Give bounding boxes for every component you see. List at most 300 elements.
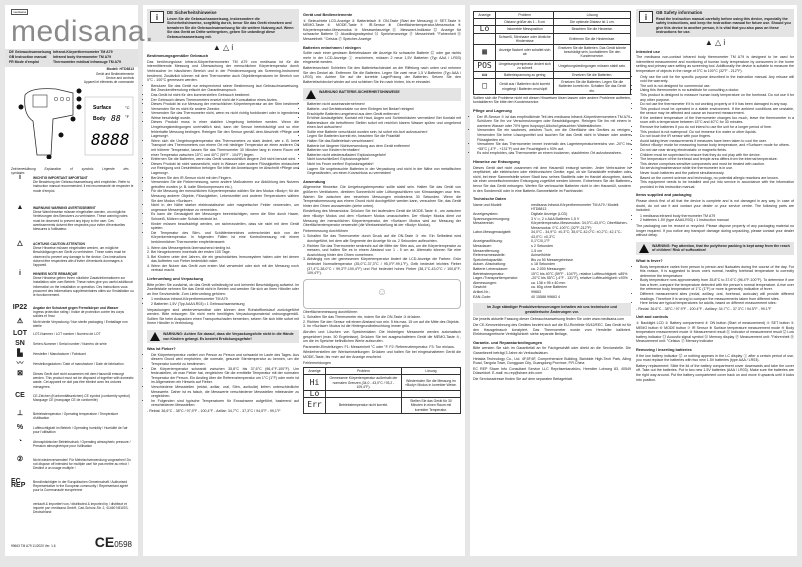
content-block bbox=[303, 102, 461, 176]
column-de-technical bbox=[473, 9, 631, 382]
list-item: • Benutzen Sie das Gerät nur entsprechend seiner Bestimmung laut Gebrauchsanweisung. Bei Zweckentfremdung erlischt der Garantieanspruch. bbox=[151, 84, 299, 93]
symbol-text: verkauft & importiert von / distributed & imported by / distribué et importé par: medisana GmbH, Carl-Schurz-Str. 2, 41460 NEUSS, Deutschland bbox=[33, 502, 129, 515]
list-item: • Batterien nicht auseinandernehmen! bbox=[307, 102, 461, 107]
symbol-description bbox=[33, 480, 135, 493]
symbol-text: Atmosphärischer Betriebsdruck / Operating atmospheric pressure / Pression atmosphérique pour l'utilisation bbox=[33, 440, 131, 449]
display-code: ▭ bbox=[474, 72, 496, 79]
content-block bbox=[303, 350, 461, 359]
paragraph: Das berührungslose Infrarot-Körperthermometer TM A79 von medisana ist für die intermittierende Messung und Überwachung der menschlichen Körpertemperatur durch Verbraucher im häuslichen Bereich und in der Primärversorgung als Screening-Instrument bestimmt. Zusätzlich können mit dem Thermometer auch Objekttemperaturen im Bereich von 0°C - 100°C gemessen werden. bbox=[147, 59, 299, 83]
content-block bbox=[147, 84, 299, 245]
table-row bbox=[304, 375, 461, 391]
section-title: DE Sicherheitshinweise bbox=[167, 10, 217, 15]
paragraph: Sollte nach einer gewissen Betriebsdauer die Anzeige für schwache Batterie ⑫ oder gar nichts mehr in der LCD-Anzeige ① erscheinen, müssen 2 neue 1,5V Batterien (Typ AAA / LR03) eingesetzt werden. bbox=[303, 51, 461, 65]
list-item: • Dieses Produkt ist zur Messung der menschlichen Körpertemperatur an der Stirn bestimmt. Verwenden Sie es nicht für andere Zwecke. bbox=[151, 102, 299, 111]
spec-value: ≤ 2 Sekunden bbox=[531, 244, 554, 249]
list-item: • Für die Messung der menschlichen Körpertemperatur wählen Sie den Modus »Body«; für die Messung anderer Objekte, Flüssigkeiten, Lebensmittel und anderer Temperaturen wählen Sie den Modus »Surface«. bbox=[151, 189, 299, 203]
book-info-icon: i bbox=[150, 11, 164, 23]
paragraph: Bitte wenden Sie sich im Garantiefall an Ihr Fachgeschäft oder direkt an die Servicestelle. Die Garantiezeit beträgt 3 Jahre ab Verkaufsdatum. bbox=[473, 346, 631, 355]
content-block bbox=[473, 377, 631, 382]
column-header: Problem bbox=[326, 368, 402, 375]
content-block bbox=[473, 166, 631, 194]
content-block bbox=[636, 265, 794, 306]
warning-box bbox=[147, 330, 299, 343]
symbol-legend-item bbox=[11, 342, 135, 346]
problem-cell: Anzeige flackert oder schaltet sich ab bbox=[496, 45, 554, 61]
symbol-text: Betriebstemperatur / Operating temperature / Température d'utilisation bbox=[33, 412, 119, 421]
symbol-legend-item bbox=[11, 176, 135, 193]
solution-cell: Umgebungsbedingungen müssen stabil sein. bbox=[554, 60, 631, 71]
solution-cell bbox=[401, 391, 460, 398]
warning-symbols-icon: ▲ △ i bbox=[704, 37, 726, 47]
device-title-fr: Appareil et éléments de commande bbox=[83, 80, 134, 84]
title-band bbox=[5, 49, 138, 67]
symbol-description bbox=[33, 412, 135, 420]
content-block bbox=[303, 345, 461, 350]
bullet-list bbox=[147, 297, 299, 306]
paragraph: Please check first of all that the device is complete and is not damaged in any way. In case of doubt, do not use it and contact your dealer or your service centre. The following parts are included: bbox=[636, 198, 794, 213]
symbol-description bbox=[33, 306, 135, 319]
symbol-legend-item bbox=[11, 440, 135, 448]
spec-value: 99663 bbox=[531, 290, 541, 294]
content-block bbox=[303, 185, 461, 208]
spec-value: 15°C bis 40°C (59°F - 104°F), relative Luftfeuchtigkeit: ≤85% bbox=[531, 271, 628, 276]
list-item: • Der Gebrauch dieses Thermometers ersetzt nicht die Konsultation eines Arztes. bbox=[151, 98, 299, 103]
display-code: Lo bbox=[474, 26, 496, 33]
medisana-logo bbox=[11, 17, 154, 47]
symbol-icon: ⚠ bbox=[16, 318, 24, 325]
paragraph: Die CE-Kennzeichnung des Gerätes bezieht sich auf die EU-Richtlinie 93/42/EEC. Das Gerät ist für den Hausgebrauch konzipiert. Das Thermometer wurde vom Hersteller kalibriert. Elektromagnetische Verträglichkeit: siehe separate Beilage. bbox=[473, 322, 632, 337]
problem-cell: Inkorrekte Messposition bbox=[496, 26, 554, 33]
content-block bbox=[147, 409, 299, 414]
spec-value: ca. 2.000 Messungen bbox=[531, 267, 566, 272]
symbol-icon: ⊠ bbox=[17, 370, 23, 377]
list-item: • If the ambient temperature of the thermometer changes too much, leave the thermometer in a room with a temperature between 15°C and 40°C for 30 minutes. bbox=[640, 116, 794, 125]
content-block bbox=[636, 75, 794, 190]
table-row bbox=[474, 26, 631, 33]
paragraph: Bitte prüfen Sie zunächst, ob das Gerät vollständig ist und keinerlei Beschädigung aufweist. Im Zweifelsfalle nehmen Sie das Gerät nicht in Betrieb und wenden Sie sich an Ihren Händler oder an Ihre Servicestelle. Zum Lieferumfang gehören: bbox=[147, 282, 299, 296]
content-block bbox=[473, 96, 631, 105]
content-block bbox=[636, 199, 794, 213]
list-item: • Dieses Produkt ist nicht wasserdicht, nicht in Wasser oder andere Flüssigkeiten eintauchen zur Reinigung und Desinfektion befolgen Sie bitte die Anweisungen im Abschnitt »Pflege und Lagerung«. bbox=[151, 162, 299, 176]
table-row bbox=[474, 60, 631, 71]
symbol-icon: 〰 bbox=[16, 360, 24, 367]
list-item: • Batterie bei längerer Nichtverwendung aus dem Gerät entfernen! bbox=[307, 144, 461, 149]
solution-cell: Ersetzen Sie die Batterien. Legen Sie die Batterien korrekt ein. Schalten Sie das Gerät ein. bbox=[554, 79, 631, 95]
list-item: • Do not use the thermometer if it is not working properly or if it has been damaged in any way. bbox=[640, 102, 794, 107]
display-code: Lo bbox=[304, 391, 326, 398]
list-item: • Verwenden Sie das Thermometer nicht, wenn es nicht richtig funktioniert oder in irgendeiner Weise beschädigt wurde. bbox=[151, 111, 299, 120]
header-text bbox=[167, 11, 296, 40]
symbol-icon: ⊥ bbox=[16, 410, 24, 417]
symbol-text: Diese Warnhinweise müssen eingehalten werden, um mögliche Verletzungen des Benutzers zu verhindern. These warning notes must be observed to prevent any injury to the user. Ces avertissements doivent être respectés pour éviter d'éventuelles blessures à l'utilisateur. bbox=[33, 210, 128, 232]
paragraph: EC REP Share Info Consultant Service LLC Repräsentanzbüro, Heerdter Lohweg 83, 40549 Düsseldorf. E-mail: eu-rep@share-info.com bbox=[473, 366, 631, 376]
ce-symbol: CE bbox=[94, 534, 115, 550]
display-code: POS bbox=[474, 60, 496, 71]
spec-label: Gewicht: bbox=[473, 285, 487, 290]
problem-cell: Gemessene Körpertemperatur außerhalb der normalen Grenzen (34,0 - 43,0°C / 93,2 - 109,4°F). bbox=[326, 375, 402, 391]
model-number: Modell: HTD8813 bbox=[106, 67, 134, 71]
title-row-fr bbox=[9, 60, 134, 65]
symbol-legend-item bbox=[11, 394, 135, 402]
bullet-list bbox=[473, 115, 631, 156]
table-row bbox=[304, 398, 461, 414]
lcd-big-digits: 8888 bbox=[91, 130, 130, 149]
list-item: • Nicht ins Feuer werfen! Explosionsgefahr! bbox=[307, 162, 461, 167]
bullet-list bbox=[636, 265, 794, 306]
spec-value: Körpertemperatur-Messmodus: 34,0°C-43,0°C; Oberflächen-Messmodus: 0°C-100°C (32°F-212°F) bbox=[531, 221, 628, 230]
content-block bbox=[303, 279, 461, 309]
content-block bbox=[636, 37, 794, 47]
list-item: • 1 medisana Infrarot-Körperthermometer TM A79 bbox=[151, 297, 299, 302]
safety-header-box bbox=[636, 9, 794, 37]
list-item: • Batterien nicht wiederaufladen! Explosionsgefahr! bbox=[307, 153, 461, 158]
display-code: Err bbox=[304, 398, 326, 414]
solution-cell: Beachten Sie die Hinweise. bbox=[554, 26, 631, 33]
solution-cell: Entfernen Sie die Hindernisse. bbox=[554, 33, 631, 44]
content-block bbox=[636, 193, 794, 198]
section-heading: Removing / inserting batteries bbox=[636, 347, 692, 352]
bullet-list bbox=[636, 75, 794, 190]
symbol-legend-item bbox=[11, 272, 135, 297]
error-table bbox=[303, 367, 461, 414]
symbol-legend-item bbox=[11, 412, 135, 420]
bullet-list bbox=[636, 214, 794, 223]
problem-cell: Betriebstemperatur nicht korrekt. bbox=[326, 398, 402, 414]
header-text bbox=[656, 11, 791, 35]
section-heading: Hinweise zur Entsorgung bbox=[473, 158, 520, 164]
content-block bbox=[473, 11, 631, 95]
spec-label: Messbereich: bbox=[473, 221, 495, 226]
paragraph: Fiebermessung durchführen bbox=[303, 228, 348, 233]
section-heading: Bestimmungsgemäßer Gebrauch bbox=[147, 53, 209, 59]
lang-label: GB Instruction manual bbox=[9, 55, 47, 59]
table-row bbox=[474, 72, 631, 79]
section-title: GB Safety information bbox=[656, 10, 703, 15]
list-item: • Berühren Sie den IR-Sensor nicht mit den Fingern. bbox=[151, 176, 299, 181]
section-heading: Unit and controls bbox=[636, 314, 668, 320]
content-block bbox=[303, 46, 461, 51]
list-item: • Do not touch the IR sensor with your fingers. bbox=[640, 134, 794, 139]
symbol-legend-item bbox=[11, 332, 135, 336]
paragraph: Die Serviceadresse finden Sie auf dem separaten Beilageblatt. bbox=[473, 376, 573, 381]
symbol-legend-item bbox=[11, 458, 135, 471]
ce-notified-body: 0598 bbox=[114, 540, 132, 549]
list-item: • Das Gerät ist nicht für den kommerziellen Gebrauch bestimmt. bbox=[151, 93, 299, 98]
list-item: 2. Bei Neugeborenen innerhalb der ersten 100 Tage. bbox=[151, 250, 299, 255]
warning-triangle-icon bbox=[639, 244, 649, 253]
solution-cell: Ersetzen Sie die Batterien. Das Gerät könnte beschädigt sein, kontaktieren Sie den Kundenservice. bbox=[554, 45, 631, 61]
symbol-text: CE-Zeichen (Konformitätszeichen) CE symbol (conformity symbol) Marquage CE (marquage CE de conformité) bbox=[33, 394, 130, 403]
paragraph: Allgemeine Hinweise: Die Umgebungstemperatur sollte stabil sein. Halten Sie das Gerät von größeren Ventilatoren, direktem Sonnenlicht oder Lüftungsschlitzen von Klimaanlagen usw. fern. Warten Sie zwischen den einzelnen Messungen mindestens 30 Sekunden. Wenn die Temperaturmessung aus einem Grund nicht durchgeführt werden kann, versuchen Sie, das Gerät hinter den Ohren anzuwenden (siehe unten). bbox=[303, 185, 461, 208]
spec-label: Anzeigeauflösung: bbox=[473, 239, 503, 244]
symbol-icon: CE bbox=[15, 392, 25, 399]
warning-triangle-icon bbox=[150, 332, 160, 341]
symbol-text: Hersteller / Manufacturer / Fabricant bbox=[33, 352, 86, 356]
list-item: 2. Richten Sie den Sensor mit einem Abstand von min. 5 bis max. 15 cm auf die Mitte des Objekts. bbox=[307, 320, 461, 325]
problem-cell bbox=[326, 391, 402, 398]
spec-label: Abmessungen: bbox=[473, 280, 497, 285]
list-item: • This product must be operated in a stable environment. If the ambient conditions are unstable, the sensor may be affected and cause an incorrect measurement. bbox=[640, 107, 794, 116]
section-heading: Was ist Fieber? bbox=[147, 346, 176, 352]
list-item: • Different measurement sites (rectal, axillary, oral, forehead, auricular) will provide different readings. Therefore it is wrong to compare the measurements taken from different sites. bbox=[640, 292, 794, 301]
column-header: Lösung bbox=[401, 368, 460, 375]
symbol-description bbox=[33, 362, 135, 366]
spec-value: Bis zu 50 Messergebnisse bbox=[531, 257, 573, 262]
paragraph: Wiederherstellen der Werkseinstellungen: Drücken und halten Sie bei eingeschaltetem Gerät die MODE-Taste, bis »rst« auf der Anzeige erscheint. bbox=[303, 350, 461, 360]
problem-cell: Gerät aus / Batterien nicht korrekt eingelegt / Batterien erschöpft bbox=[496, 79, 554, 95]
content-block bbox=[636, 354, 794, 363]
symbol-description bbox=[33, 206, 135, 231]
symbol-description bbox=[33, 440, 135, 448]
content-block bbox=[147, 308, 299, 326]
paragraph: Verpackungen sind wiederverwendbar oder können dem Rohstoffkreislauf zurückgeführt werden. Bitte entsorgen Sie nicht mehr benötigtes Verpackungsmaterial ordnungsgemäß. Sollten Sie beim Auspacken einen Transportschaden bemerken, setzen Sie sich bitte sofort mit Ihrem Händler in Verbindung. bbox=[147, 307, 299, 326]
list-item: • The unit is not designed for commercial use. bbox=[640, 84, 794, 89]
section-heading: Gerät und Bedienelemente bbox=[303, 12, 353, 17]
content-block bbox=[147, 277, 299, 282]
list-item: • Only use the unit for the specific purpose described in the instruction manual. Any misuse will void the warranty. bbox=[640, 75, 794, 84]
section-heading: Lieferumfang und Verpackung bbox=[147, 276, 203, 282]
warning-text: WARNING: Pay attention, that the polythene packing is kept away from the reach of children! Risk of suffocation! bbox=[652, 243, 790, 253]
list-item: 3. Bei Kindern unter drei Jahren, die ein geschwächtes Immunsystem haben oder bei denen das Auftreten von Fieber bedenklich wäre. bbox=[151, 255, 299, 264]
spec-value: Achselhöhle bbox=[531, 253, 551, 258]
content-block bbox=[473, 303, 631, 316]
content-block bbox=[303, 315, 461, 329]
content-block bbox=[473, 197, 631, 202]
symbol-legend-item bbox=[11, 352, 135, 356]
symbol-legend-item bbox=[11, 242, 135, 267]
list-item: • Die Körpertemperatur variiert von Person zu Person und schwankt im Laufe des Tages. Aus diesem Grund wird empfohlen, die normale, gesunde Stirntemperatur zu kennen, um die Temperatur korrekt zu bestimmen. bbox=[151, 353, 299, 367]
list-item: • Children must be supervised to ensure that they do not play with the device. bbox=[640, 153, 794, 158]
spec-label: EAN-Code: bbox=[473, 294, 492, 299]
header-intro: Read the instruction manual carefully before using this device, especially the safety instructions, and keep the instruction manual for future use. Should you give this device to another person, it is vital that you also pass on these instructions for use. bbox=[656, 16, 791, 35]
list-item: • Wenn sich die Umgebungstemperatur des Thermometers zu stark ändert, wie z. B. beim Transport des Thermometers von einem Ort mit niedriger Temperatur an einen anderen Ort mit höherer Temperatur, lassen Sie das Thermometer 30 Minuten lang in einem Raum mit einer Temperatur zwischen 15°C und 40°C (59°F - 104°F) liegen. bbox=[151, 139, 299, 157]
paragraph: Abrufen und Löschen von Speicherdaten: Die bisherigen Messwerte werden automatisch gespeichert (max. 50 Ergebnisse). Drücken Sie bei ausgeschaltetem Gerät die MEMO-Taste ⑤, um die im Speicher befindlichen Werte aufzurufen. bbox=[303, 330, 461, 344]
content-block bbox=[636, 214, 794, 223]
section-heading: What is fever? bbox=[636, 257, 663, 263]
list-item: • Batterien von Kindern fernhalten! bbox=[307, 148, 461, 153]
lcd-small-digits: 88 bbox=[111, 114, 121, 123]
content-block bbox=[303, 13, 461, 18]
symbol-text: Diese Hinweise müssen eingehalten werden, um mögliche Beschädigungen am Gerät zu verhindern. These notes must be observed to prevent any damage to the device. Ces instructions doivent être respectées afin d'éviter d'éventuels dommages à l'appareil. bbox=[33, 246, 127, 268]
list-item: • Do not use near strong electrostatic or magnetic fields. bbox=[640, 148, 794, 153]
brand-tag: medisana bbox=[13, 10, 27, 14]
column-de-safety bbox=[147, 9, 299, 414]
symbol-text: Serien-Nummer / Serial number / Numéro de série bbox=[33, 342, 107, 346]
paragraph: - Rectal: 36.6°C - 38°C / 97.9°F - 100.4°F - Axillary: 34.7°C - 37.3°C / 94.5°F - 99.1°F bbox=[636, 306, 772, 311]
list-item: • Never touch batteries and the patient simultaneously. bbox=[640, 171, 794, 176]
list-item: • Here below are typical temperatures for adults, based on different measurement sites: bbox=[640, 301, 794, 306]
paragraph: The medisana non-contact infrared body thermometer TM A79 is designed to be used for intermittent measurement and monitoring of human body temperature by consumers in the home setting and primary care setting as screening tool. Additionally the device is suitable to measure the temperature of objects in the range of 0°C to 100°C (32°F - 212°F). bbox=[636, 55, 794, 73]
problem-cell: Umgebungstemperatur ändert sich zu schnell bbox=[496, 60, 554, 71]
symbol-legend-item bbox=[11, 362, 135, 366]
thermometer-illustration bbox=[11, 85, 135, 159]
spec-label: Messdauer: bbox=[473, 244, 492, 249]
content-block bbox=[636, 9, 794, 37]
symbol-description bbox=[33, 176, 135, 193]
list-item: • 2 batteries 1.5V (type AAA/LR03) • 1 Instruction manual bbox=[640, 218, 794, 223]
content-block bbox=[303, 310, 461, 315]
content-block bbox=[147, 60, 299, 83]
paragraph: Battery replacement: Slide the lid of the battery compartment cover downwards and take the cover off. Take out the batteries. Put in two new 1.5V batteries (AAA / LR03). Make sure the batteries are the right way around. Put the battery compartment cover back on and move it upwards until it locks into position. bbox=[636, 363, 794, 382]
content-block bbox=[147, 9, 299, 42]
numbered-list bbox=[147, 246, 299, 274]
list-item: • Body temperature varies from person to person and fluctuates during the course of the day. For this reason, it is suggested to know one's normal, healthy forehead temperature to correctly determine the temperature. bbox=[640, 265, 794, 279]
list-item: • Avoid taking fever measurements if measures have been taken to cool the user. bbox=[640, 139, 794, 144]
symbol-text: Herstellungsdatum / Date of manufacture / Date de fabrication bbox=[33, 362, 124, 366]
warning-text: WARNUNG: Achten Sie darauf, dass die Verpackungsfolie nicht in die Hände von Kindern gelangt. Es besteht Erstickungsgefahr! bbox=[163, 332, 294, 341]
list-item: • Die Körpertemperatur schwankt zwischen 35,8°C bis 37,6°C (96,4°F-100°F). Um festzustellen, ob man Fieber hat, vergleichen Sie die ermittelte Temperatur mit der normalen Temperatur der Person. Ein Anstieg über die Referenztemperatur um 1°C (1°F) oder mehr ist im Allgemeinen ein Hinweis auf Fieber. bbox=[151, 367, 299, 385]
list-item: • Halten Sie das Batteriefach verschlossen! bbox=[307, 139, 461, 144]
list-item: • Based on the current science and technology, no potential allergic reactions are known. bbox=[640, 176, 794, 181]
column-header: Problem bbox=[496, 12, 554, 19]
symbol-icon: ② bbox=[16, 456, 24, 463]
spec-value: ca. 138 x 95 x 40 mm bbox=[531, 280, 566, 285]
spec-label: Autom. Abschaltung: bbox=[473, 262, 506, 267]
content-block bbox=[473, 357, 631, 366]
section-heading: Garantie- und Reparaturbedingungen bbox=[473, 339, 543, 345]
spec-table bbox=[473, 203, 631, 299]
symbol-description bbox=[33, 342, 135, 346]
list-item: • Es wird empfohlen, das Thermometer an einem trockenen, staubfreien Ort aufzubewahren. bbox=[477, 151, 631, 156]
spec-label: Anzeigesystem: bbox=[473, 211, 499, 216]
list-item: • Lagern Sie ungebrauchte Batterien in der Verpackung und nicht in der Nähe von metallischen Gegenständen, um einen Kurzschluss zu vermeiden! bbox=[307, 167, 461, 176]
content-block bbox=[636, 242, 794, 255]
column-header: Anzeige bbox=[304, 368, 326, 375]
safety-header-box bbox=[147, 9, 299, 42]
symbol-icon: ▙ bbox=[17, 350, 23, 357]
numbered-list bbox=[303, 234, 461, 275]
list-item: 3. Im »Surface« Modus ist die Hintergrundbeleuchtung immer grün. bbox=[307, 324, 461, 329]
content-block bbox=[147, 353, 299, 408]
spec-value: 34,0°C - 34,9°C: ±0,3°C; 35,0°C-42,0°C: ±0,2°C; 42,1°C-43,0°C: ±0,3°C bbox=[531, 230, 622, 239]
content-block bbox=[473, 160, 631, 165]
symbol-description bbox=[33, 502, 135, 515]
symbol-description bbox=[33, 394, 135, 402]
column-header: Lösung bbox=[554, 12, 631, 19]
symbol-description bbox=[33, 272, 135, 297]
ce-mark bbox=[95, 534, 132, 550]
spec-label: Lager-/Transporttemperatur: bbox=[473, 276, 519, 281]
list-item: • Entfernen Sie die Batterien, wenn das Gerät voraussichtlich längere Zeit nicht benutzt wird. bbox=[151, 157, 299, 162]
content-block bbox=[473, 317, 631, 322]
symbol-title: ACHTUNG CAUTION ATTENTION bbox=[33, 242, 85, 246]
content-block bbox=[303, 51, 461, 65]
table-row bbox=[474, 79, 631, 95]
symbol-icon: △ bbox=[17, 240, 23, 247]
paragraph: ① Beleuchtete LCD-Anzeige ② Batteriefach ③ ON-Taste (Start der Messung) ④ SET-Taste ⑤ MEMO-Taste ⑥ MODE-Taste ⑦ IR-Sensor ⑧ Oberflächentemperatur-Messmodus ⑨ Körpertemperatur-Messmodus ⑩ Messwertanzeige ⑪ Messwert-Indikator ⑫ Anzeige für schwache Batterie ⑬ Akustiksignalsymbol ⑭ Speicheranzeige ⑮ Messeinheit: °Fahrenheit ⑯ Messeinheit: °Celsius ⑰ Speicher-Anzeige bbox=[303, 18, 461, 41]
problem-cell: Schweiß, Stirnhaare oder ähnliche Hindernisse bbox=[496, 33, 554, 44]
paragraph: If the low battery indicator ⑫ or nothing appears in the LC display ① after a certain period of use, you must replace the batteries with two new 1.5V batteries (type AAA / LR03). bbox=[636, 353, 794, 363]
symbol-legend-item bbox=[11, 320, 135, 328]
paragraph: Dieses Gerät darf nicht zusammen mit dem Hausmüll entsorgt werden. Jeder Verbraucher ist verpflichtet, alle elektrischen oder elektronischen Geräte, egal, ob sie Schadstoffe enthalten oder nicht, bei einer Sammelstelle seiner Stadt bzw. seines Stadtteils oder im Handel abzugeben, damit sie einer umweltschonenden Entsorgung zugeführt werden können. Entnehmen Sie die Batterien, bevor Sie das Gerät entsorgen. Werfen Sie verbrauchte Batterien nicht in den Hausmüll, sondern in den Sondermüll oder in eine Batterie-Sammelstelle im Fachhandel. bbox=[473, 165, 631, 193]
list-item: • Legen Sie Batterien korrekt ein, beachten Sie die Polarität! bbox=[307, 134, 461, 139]
spec-value: ≤ 18 Sekunden bbox=[531, 262, 556, 267]
list-item: • Verwenden Sie die Fiebermessung, wenn andere Maßnahmen zur Abkühlung des Nutzers getroffen wurden (z. B. kalte Stirnkompressen etc.). bbox=[151, 180, 299, 189]
list-item: • Dieses Produkt muss in einer stabilen Umgebung betrieben werden. Wenn die Umgebungsbedingungen unerhaltlich sind, kann der Sensor beeinträchtigt und so eine fehlerhafte Messung bedingen. Reinigen Sie den Sensor gemäß dem Abschnitt »Pflege und Lagerung«. bbox=[151, 120, 299, 138]
spec-value: ca. 80g ohne Batterien bbox=[531, 285, 568, 290]
content-block bbox=[147, 297, 299, 306]
list-item: • Verschiedene Messstellen (rektal, axillar, oral, Stirn, aurikulär) liefern unterschiedliche Messwerte. Daher ist es falsch, die Messwerte verschiedener Messstellen miteinander zu vergleichen. bbox=[151, 385, 299, 399]
paragraph: Sollten sich die Probleme nicht mit diesen Hinweisen lösen lassen oder andere Probleme auftreten, kontaktieren Sie bitte den Kundenservice. bbox=[473, 95, 632, 105]
column-de-operation bbox=[303, 9, 461, 414]
content-block bbox=[303, 229, 461, 234]
list-item: • Nicht kurzschließen! Explosionsgefahr! bbox=[307, 157, 461, 162]
content-block bbox=[473, 367, 631, 376]
symbol-text: Bevollmächtigter in der Europäischen Gemeinschaft / Authorised Representative in the European community / Représentant agréé pour la Communauté européenne bbox=[33, 480, 129, 493]
paragraph: Parameter-Einstellungen: F1: Messeinheit °C oder °F. F2: Referenztemperatur. F3: Ton ein/aus. bbox=[303, 344, 455, 349]
paragraph: Fehlermeldungen bbox=[303, 360, 331, 365]
list-item: • This device comprises sensitive components and must be treated with caution. bbox=[640, 162, 794, 167]
content-block bbox=[473, 341, 631, 346]
cover-page bbox=[5, 5, 154, 556]
list-item: • No servicing/maintenance while the thermometer is in use. bbox=[640, 166, 794, 171]
list-item: 1. Schalten Sie das Thermometer durch Druck auf die ON-Taste ③ ein. Ein Selbsttest wird durchgeführt, bei dem alle Segmente der Anzeige für ca. 2 Sekunden aufleuchten. bbox=[307, 234, 461, 243]
spec-value: Digitale Anzeige (LCD) bbox=[531, 211, 568, 216]
list-item: • Batterie- und Gerätekontakte vor dem Einlegen bei Bedarf reinigen! bbox=[307, 107, 461, 112]
table-row bbox=[474, 19, 631, 26]
content-block bbox=[473, 346, 631, 355]
list-item: 1. Wenn das Messergebnis überraschend niedrig ist. bbox=[151, 246, 299, 251]
symbol-title: WARNUNG WARNING AVERTISSEMENT bbox=[33, 206, 96, 210]
symbol-icon bbox=[11, 502, 29, 515]
data-and-gb-page bbox=[470, 5, 797, 556]
paragraph: - Rektal: 36,6°C - 38°C / 97,9°F - 100,4°F - Axillar: 34,7°C - 37,3°C / 94,5°F - 99,1°F bbox=[147, 408, 281, 413]
column-gb-safety bbox=[636, 9, 794, 382]
content-block bbox=[636, 50, 794, 55]
table-row bbox=[474, 33, 631, 44]
symbol-description bbox=[33, 372, 135, 389]
list-item: • 1 medisana infrared body thermometer TM A79 bbox=[640, 214, 794, 219]
symbol-text: Dieses Gerät darf nicht zusammen mit dem Hausmüll entsorgt werden. This product must not be disposed of together with domestic waste. Cet appareil ne doit pas être éliminé avec les ordures ménagères. bbox=[33, 372, 134, 389]
list-item: • Kinder müssen beaufsichtigt werden, um sicherzustellen, dass sie nicht mit dem Gerät spielen. bbox=[151, 222, 299, 231]
content-block bbox=[147, 42, 299, 52]
spec-value: 40 15588 99663 4 bbox=[531, 294, 560, 299]
logo-dot: . bbox=[145, 15, 154, 48]
list-item: 4. Wenn der Nutzer das Gerät zum ersten Mal verwendet oder sich mit der Messung noch vertraut macht. bbox=[151, 264, 299, 273]
product-title: Infrarot-Körperthermometer TM A79 bbox=[53, 50, 113, 54]
list-item: • Der IR-Sensor ⑦ ist das empfindlichste Teil des medisana Infrarot-Körperthermometers TM A79. Schützen Sie ihn vor Verschmutzungen oder Beschädigungen. Reinigen Sie ihn mit einem in warmem Wasser oder 70% igem Isopropyl-Alkohol getauchten Wattestäbchen. bbox=[477, 115, 631, 129]
content-block bbox=[147, 283, 299, 297]
paragraph: Batteriewechsel: Schieben Sie den Batteriefachdeckel an der Riffelung nach unten und nehmen Sie den Deckel ab. Entfernen Sie die Batterien. Legen Sie zwei neue 1,5 V-Batterien (Typ AAA / LR03) ein. Achten Sie auf die korrekte Lage/Polung der Batterien. Setzen Sie den Batteriefachdeckel wieder auf und schieben Sie ihn nach hinten, bis er einrastet. bbox=[303, 65, 461, 84]
bullet-list bbox=[303, 102, 461, 176]
symbols-legend-title: Zeichenerklärung Explanation of symbols Légende des symboles bbox=[11, 167, 129, 175]
warning-box bbox=[636, 242, 794, 255]
paragraph: Oberflächenmessung durchführen bbox=[303, 309, 358, 314]
spec-label: Labor-Messgenauigkeit: bbox=[473, 230, 512, 235]
display-code bbox=[474, 33, 496, 44]
solution-cell: Die optimale Distanz ist 1 cm. bbox=[554, 19, 631, 26]
list-item: 2. Richten Sie das Thermometer senkrecht auf die Mitte der Stirn aus, um die Körpertemperatur zu messen, und halten Sie es in einem Abstand von 1 - 5 cm an. Alternativ können Sie eine Ausrichtung hinter den Ohren vornehmen. bbox=[307, 244, 461, 258]
symbol-icon: SN bbox=[15, 340, 25, 347]
symbol-text: Luftfeuchtigkeit im Betrieb / Operating humidity / Humidité de l'air pour l'utilisation bbox=[33, 426, 128, 435]
numbered-list bbox=[303, 315, 461, 329]
spec-label: Batterie Lebensdauer: bbox=[473, 267, 509, 272]
content-block bbox=[473, 323, 631, 337]
symbol-legend-item bbox=[11, 372, 135, 389]
lcd-surface: Surface bbox=[93, 105, 112, 111]
section-heading: Batterien entnehmen / einlegen bbox=[303, 44, 361, 50]
spec-value: medisana Infrarot-Körperthermometer TM A79 / Modell: HTD8813 bbox=[531, 202, 620, 212]
symbol-description bbox=[33, 320, 135, 328]
symbol-legend-item bbox=[11, 480, 135, 493]
symbol-legend-item bbox=[11, 502, 135, 515]
list-item: • Die Temperatur des Stirn- und Schläfenbereiches unterscheidet sich von der Körperkerntemperatur. In folgenden Fällen ist eine Kontrollmessung mit einem herkömmlichen Thermometer empfehlenswert: bbox=[151, 231, 299, 245]
section-heading: Intended use bbox=[636, 48, 660, 54]
spec-value: -20°C bis 55°C (-4°F - 131°F), relative Luftfeuchtigkeit: ≤93% bbox=[531, 276, 628, 281]
spec-label: Speicherkapazität: bbox=[473, 257, 503, 262]
content-block bbox=[636, 259, 794, 264]
content-block bbox=[636, 315, 794, 320]
